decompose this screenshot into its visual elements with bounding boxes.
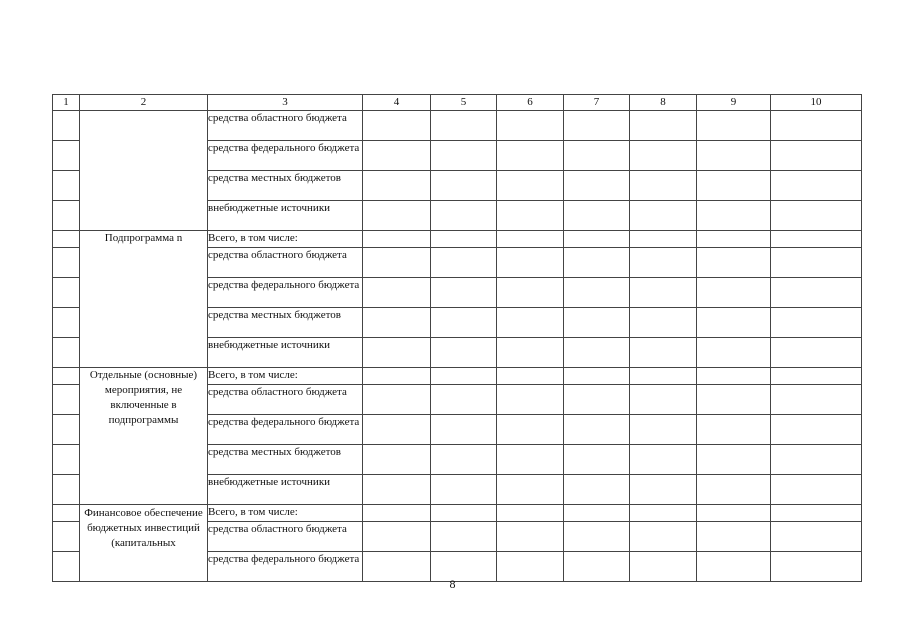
cell-col-9 bbox=[697, 201, 771, 231]
cell-col-1 bbox=[53, 522, 80, 552]
cell-col-4 bbox=[363, 338, 431, 368]
cell-col-8 bbox=[630, 475, 697, 505]
cell-col-6 bbox=[497, 278, 564, 308]
cell-col-4 bbox=[363, 522, 431, 552]
cell-col-9 bbox=[697, 368, 771, 385]
cell-col-5 bbox=[431, 505, 497, 522]
cell-col-5 bbox=[431, 201, 497, 231]
cell-col-4 bbox=[363, 445, 431, 475]
cell-col-7 bbox=[564, 308, 630, 338]
header-col-3: 3 bbox=[208, 95, 363, 111]
cell-col-6 bbox=[497, 308, 564, 338]
cell-col-4 bbox=[363, 385, 431, 415]
cell-col-10 bbox=[771, 505, 862, 522]
cell-col-7 bbox=[564, 505, 630, 522]
cell-col-7 bbox=[564, 368, 630, 385]
cell-col-7 bbox=[564, 278, 630, 308]
header-col-6: 6 bbox=[497, 95, 564, 111]
cell-col-5 bbox=[431, 248, 497, 278]
cell-col-8 bbox=[630, 231, 697, 248]
cell-col-10 bbox=[771, 522, 862, 552]
cell-col-8 bbox=[630, 445, 697, 475]
cell-col-5 bbox=[431, 231, 497, 248]
cell-col-4 bbox=[363, 111, 431, 141]
cell-col-6 bbox=[497, 415, 564, 445]
cell-col-9 bbox=[697, 445, 771, 475]
cell-col-10 bbox=[771, 415, 862, 445]
cell-col-1 bbox=[53, 308, 80, 338]
cell-col-6 bbox=[497, 141, 564, 171]
cell-col-1 bbox=[53, 171, 80, 201]
header-col-8: 8 bbox=[630, 95, 697, 111]
cell-col-10 bbox=[771, 248, 862, 278]
table-row bbox=[53, 231, 862, 248]
cell-col-5 bbox=[431, 475, 497, 505]
group-label: Отдельные (основные) мероприятия, не включенные в подпрограммы bbox=[80, 368, 208, 505]
cell-col-8 bbox=[630, 338, 697, 368]
cell-col-5 bbox=[431, 522, 497, 552]
funding-source-label: внебюджетные источники bbox=[208, 475, 363, 505]
cell-col-9 bbox=[697, 415, 771, 445]
cell-col-1 bbox=[53, 475, 80, 505]
cell-col-10 bbox=[771, 475, 862, 505]
cell-col-8 bbox=[630, 415, 697, 445]
page-number: 8 bbox=[449, 577, 456, 591]
cell-col-4 bbox=[363, 231, 431, 248]
cell-col-1 bbox=[53, 111, 80, 141]
group-label: Подпрограмма n bbox=[80, 231, 208, 368]
table-body bbox=[53, 111, 862, 582]
cell-col-6 bbox=[497, 385, 564, 415]
cell-col-7 bbox=[564, 201, 630, 231]
table-row bbox=[53, 505, 862, 522]
cell-col-6 bbox=[497, 445, 564, 475]
cell-col-8 bbox=[630, 522, 697, 552]
cell-col-9 bbox=[697, 171, 771, 201]
cell-col-1 bbox=[53, 141, 80, 171]
cell-col-8 bbox=[630, 111, 697, 141]
funding-source-label: средства местных бюджетов bbox=[208, 445, 363, 475]
header-col-1: 1 bbox=[53, 95, 80, 111]
cell-col-7 bbox=[564, 385, 630, 415]
cell-col-10 bbox=[771, 308, 862, 338]
cell-col-9 bbox=[697, 141, 771, 171]
cell-col-7 bbox=[564, 231, 630, 248]
cell-col-10 bbox=[771, 171, 862, 201]
header-col-9: 9 bbox=[697, 95, 771, 111]
cell-col-6 bbox=[497, 231, 564, 248]
cell-col-8 bbox=[630, 171, 697, 201]
cell-col-6 bbox=[497, 475, 564, 505]
cell-col-8 bbox=[630, 201, 697, 231]
funding-source-label: средства областного бюджета bbox=[208, 385, 363, 415]
cell-col-5 bbox=[431, 141, 497, 171]
cell-col-10 bbox=[771, 385, 862, 415]
cell-col-4 bbox=[363, 415, 431, 445]
cell-col-1 bbox=[53, 415, 80, 445]
header-col-10: 10 bbox=[771, 95, 862, 111]
cell-col-9 bbox=[697, 385, 771, 415]
cell-col-9 bbox=[697, 278, 771, 308]
funding-source-label: средства местных бюджетов bbox=[208, 308, 363, 338]
cell-col-10 bbox=[771, 231, 862, 248]
table-row bbox=[53, 111, 862, 141]
header-col-7: 7 bbox=[564, 95, 630, 111]
cell-col-6 bbox=[497, 171, 564, 201]
cell-col-1 bbox=[53, 505, 80, 522]
header-row bbox=[53, 95, 862, 111]
funding-source-label: средства областного бюджета bbox=[208, 111, 363, 141]
cell-col-7 bbox=[564, 445, 630, 475]
cell-col-9 bbox=[697, 475, 771, 505]
cell-col-10 bbox=[771, 141, 862, 171]
funding-source-label: Всего, в том числе: bbox=[208, 368, 363, 385]
cell-col-1 bbox=[53, 248, 80, 278]
cell-col-6 bbox=[497, 111, 564, 141]
funding-source-label: средства федерального бюджета bbox=[208, 552, 363, 582]
cell-col-1 bbox=[53, 201, 80, 231]
funding-source-label: средства областного бюджета bbox=[208, 522, 363, 552]
cell-col-5 bbox=[431, 385, 497, 415]
cell-col-8 bbox=[630, 505, 697, 522]
cell-col-10 bbox=[771, 201, 862, 231]
cell-col-9 bbox=[697, 111, 771, 141]
funding-source-label: средства областного бюджета bbox=[208, 248, 363, 278]
cell-col-9 bbox=[697, 522, 771, 552]
cell-col-6 bbox=[497, 368, 564, 385]
cell-col-9 bbox=[697, 231, 771, 248]
cell-col-1 bbox=[53, 385, 80, 415]
cell-col-9 bbox=[697, 505, 771, 522]
cell-col-4 bbox=[363, 278, 431, 308]
table-row bbox=[53, 368, 862, 385]
group-label bbox=[80, 111, 208, 231]
cell-col-7 bbox=[564, 475, 630, 505]
cell-col-9 bbox=[697, 248, 771, 278]
funding-source-label: средства федерального бюджета bbox=[208, 278, 363, 308]
funding-source-label: внебюджетные источники bbox=[208, 338, 363, 368]
cell-col-8 bbox=[630, 248, 697, 278]
header-col-5: 5 bbox=[431, 95, 497, 111]
funding-source-label: внебюджетные источники bbox=[208, 201, 363, 231]
cell-col-5 bbox=[431, 368, 497, 385]
header-col-2: 2 bbox=[80, 95, 208, 111]
cell-col-5 bbox=[431, 111, 497, 141]
cell-col-6 bbox=[497, 505, 564, 522]
cell-col-4 bbox=[363, 248, 431, 278]
cell-col-10 bbox=[771, 445, 862, 475]
cell-col-1 bbox=[53, 338, 80, 368]
cell-col-4 bbox=[363, 171, 431, 201]
funding-source-label: средства федерального бюджета bbox=[208, 141, 363, 171]
cell-col-10 bbox=[771, 278, 862, 308]
group-label: Финансовое обеспечение бюджетных инвестиций (капитальных bbox=[80, 505, 208, 582]
funding-source-label: средства федерального бюджета bbox=[208, 415, 363, 445]
cell-col-7 bbox=[564, 111, 630, 141]
financing-table bbox=[52, 94, 862, 582]
cell-col-4 bbox=[363, 475, 431, 505]
cell-col-5 bbox=[431, 445, 497, 475]
funding-source-label: средства местных бюджетов bbox=[208, 171, 363, 201]
cell-col-6 bbox=[497, 201, 564, 231]
cell-col-7 bbox=[564, 171, 630, 201]
cell-col-4 bbox=[363, 368, 431, 385]
cell-col-6 bbox=[497, 248, 564, 278]
cell-col-4 bbox=[363, 201, 431, 231]
cell-col-1 bbox=[53, 368, 80, 385]
cell-col-1 bbox=[53, 278, 80, 308]
cell-col-6 bbox=[497, 338, 564, 368]
cell-col-8 bbox=[630, 385, 697, 415]
cell-col-5 bbox=[431, 278, 497, 308]
cell-col-1 bbox=[53, 445, 80, 475]
cell-col-4 bbox=[363, 141, 431, 171]
cell-col-8 bbox=[630, 141, 697, 171]
cell-col-7 bbox=[564, 248, 630, 278]
cell-col-5 bbox=[431, 338, 497, 368]
cell-col-5 bbox=[431, 308, 497, 338]
cell-col-5 bbox=[431, 415, 497, 445]
cell-col-7 bbox=[564, 522, 630, 552]
cell-col-1 bbox=[53, 231, 80, 248]
cell-col-7 bbox=[564, 141, 630, 171]
cell-col-4 bbox=[363, 505, 431, 522]
cell-col-8 bbox=[630, 308, 697, 338]
cell-col-6 bbox=[497, 522, 564, 552]
funding-source-label: Всего, в том числе: bbox=[208, 505, 363, 522]
cell-col-10 bbox=[771, 368, 862, 385]
cell-col-7 bbox=[564, 415, 630, 445]
header-col-4: 4 bbox=[363, 95, 431, 111]
cell-col-5 bbox=[431, 171, 497, 201]
cell-col-10 bbox=[771, 111, 862, 141]
funding-source-label: Всего, в том числе: bbox=[208, 231, 363, 248]
cell-col-9 bbox=[697, 338, 771, 368]
cell-col-8 bbox=[630, 368, 697, 385]
cell-col-10 bbox=[771, 338, 862, 368]
cell-col-9 bbox=[697, 308, 771, 338]
cell-col-7 bbox=[564, 338, 630, 368]
cell-col-8 bbox=[630, 278, 697, 308]
cell-col-4 bbox=[363, 308, 431, 338]
